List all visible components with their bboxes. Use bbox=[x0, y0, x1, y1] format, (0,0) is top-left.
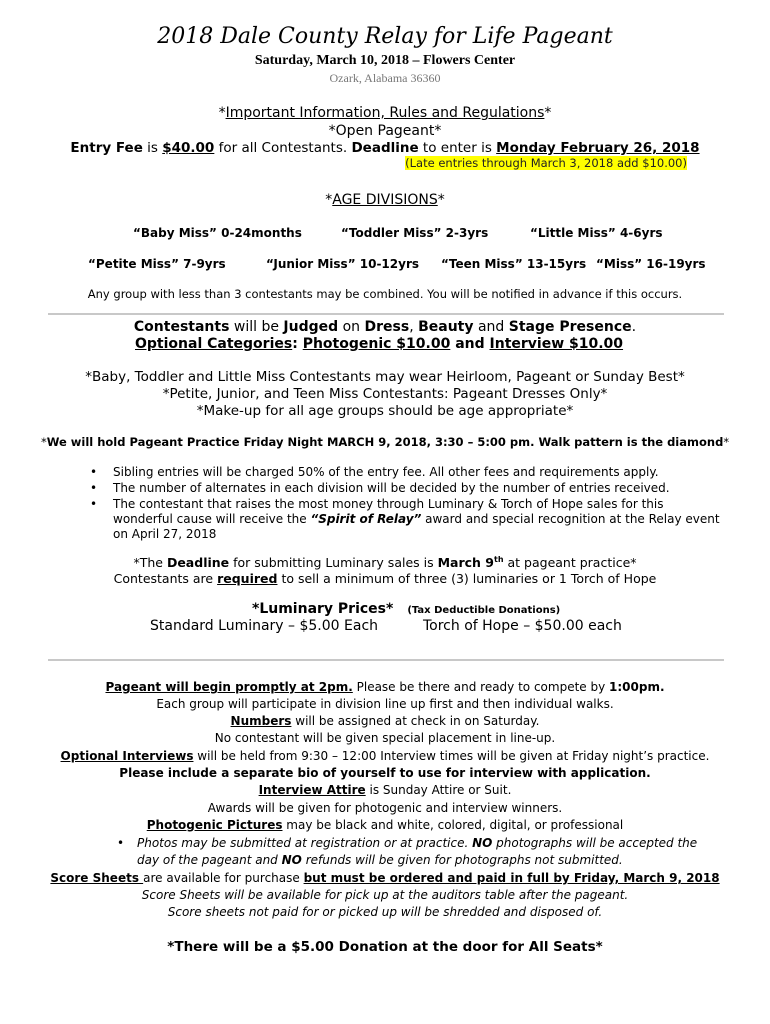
torch-of-hope-price: Torch of Hope – $50.00 each bbox=[423, 618, 622, 634]
optional-categories-line bbox=[135, 336, 623, 352]
interview-attire-label: Interview Attire bbox=[258, 783, 366, 797]
begin-text: Please be there and ready to compete by bbox=[352, 680, 610, 694]
luminary-prices-heading bbox=[252, 601, 560, 617]
photo-no-2: NO bbox=[281, 853, 302, 867]
req-required: required bbox=[217, 571, 278, 586]
event-date-venue: Saturday, March 10, 2018 – Flowers Center bbox=[254, 53, 516, 68]
rules-heading: *Important Information, Rules and Regulations* bbox=[218, 105, 552, 121]
judging-line bbox=[0, 319, 770, 335]
lum-deadline: Deadline bbox=[166, 555, 230, 571]
bullet-spirit-line-1: The contestant that raises the most money through Luminary & Torch of Hope sales for this bbox=[113, 497, 664, 511]
photo-submission-line-1 bbox=[137, 836, 697, 850]
bullet-spirit-line-3: on April 27, 2018 bbox=[113, 527, 217, 541]
deadline-date: Monday February 26, 2018 bbox=[496, 140, 700, 156]
practice-star: * bbox=[40, 435, 47, 449]
spirit-of-relay: “Spirit of Relay” bbox=[310, 512, 422, 526]
score-sheets-disposal: Score sheets not paid for or picked up will be shredded and disposed of. bbox=[167, 905, 603, 919]
entry-fee-line bbox=[0, 140, 770, 156]
bullet-sibling: Sibling entries will be charged 50% of the entry fee. All other fees and requirements apply. bbox=[113, 465, 659, 479]
optional-and: and bbox=[450, 336, 490, 352]
optional-interview: Interview $10.00 bbox=[489, 336, 624, 352]
bio-line: Please include a separate bio of yourself to use for interview with application. bbox=[119, 766, 651, 780]
lum-date-sup: th bbox=[494, 555, 504, 564]
interview-attire-line bbox=[0, 783, 770, 797]
standard-luminary-price: Standard Luminary – $5.00 Each bbox=[150, 618, 379, 634]
begin-time: Pageant will begin promptly at 2pm. bbox=[105, 680, 353, 694]
entry-fee-label: Entry Fee bbox=[70, 140, 143, 156]
judging-dress: Dress bbox=[364, 319, 410, 335]
begin-line bbox=[0, 680, 770, 694]
score-sheets-deadline: but must be ordered and paid in full by Friday, March 9, 2018 bbox=[303, 871, 720, 885]
photo-submission-line-2 bbox=[137, 853, 623, 867]
placement-line: No contestant will be given special placement in line-up. bbox=[214, 731, 556, 745]
lum-text-c: for submitting Luminary sales is bbox=[229, 555, 438, 571]
lum-text-a: *The bbox=[133, 555, 167, 571]
judging-contestants: Contestants bbox=[133, 319, 230, 335]
practice-line bbox=[0, 435, 770, 449]
division-teen-miss: “Teen Miss” 13-15yrs bbox=[441, 257, 587, 271]
judging-period: . bbox=[631, 319, 637, 335]
deadline-label: Deadline bbox=[351, 140, 419, 156]
attire-line-1: *Baby, Toddler and Little Miss Contestants may wear Heirloom, Pageant or Sunday Best* bbox=[85, 369, 685, 385]
entry-fee-text-2: for all Contestants. bbox=[214, 140, 352, 156]
score-sheets-text: are available for purchase bbox=[143, 871, 304, 885]
division-baby-miss: “Baby Miss” 0-24months bbox=[133, 226, 302, 240]
bullet-alternates: The number of alternates in each division will be decided by the number of entries received. bbox=[113, 481, 670, 495]
req-text-a: Contestants are bbox=[113, 571, 218, 586]
req-text-c: to sell a minimum of three (3) luminaries or 1 Torch of Hope bbox=[277, 571, 657, 586]
photo-no-1: NO bbox=[472, 836, 493, 850]
photo-text-a: Photos may be submitted at registration or at practice. bbox=[137, 836, 473, 850]
bullet-icon: • bbox=[90, 481, 98, 495]
divider bbox=[48, 313, 724, 315]
entry-fee-text: is bbox=[142, 140, 163, 156]
numbers-line bbox=[0, 714, 770, 728]
door-donation: *There will be a $5.00 Donation at the door for All Seats* bbox=[167, 939, 603, 955]
bullet-icon: • bbox=[90, 497, 98, 511]
judging-judged: Judged bbox=[283, 319, 339, 335]
bullet-spirit-line-2 bbox=[113, 512, 720, 526]
spirit-text-c: award and special recognition at the Relay event bbox=[421, 512, 720, 526]
open-pageant: *Open Pageant* bbox=[328, 123, 442, 139]
lum-date: March 9 bbox=[437, 555, 494, 571]
photogenic-label: Photogenic Pictures bbox=[146, 818, 283, 832]
numbers-text: will be assigned at check in on Saturday. bbox=[291, 714, 540, 728]
optional-colon: : bbox=[292, 336, 303, 352]
event-location: Ozark, Alabama 36360 bbox=[329, 71, 441, 85]
judging-on: on bbox=[338, 319, 365, 335]
combine-note: Any group with less than 3 contestants may be combined. You will be notified in advance if this occurs. bbox=[87, 287, 683, 301]
age-divisions-heading-text: AGE DIVISIONS bbox=[332, 192, 438, 208]
interviews-line bbox=[0, 749, 770, 763]
entry-fee-amount: $40.00 bbox=[162, 140, 215, 156]
optional-photogenic: Photogenic $10.00 bbox=[302, 336, 451, 352]
bullet-icon: • bbox=[117, 836, 125, 850]
deadline-text: to enter is bbox=[418, 140, 497, 156]
score-sheets-label: Score Sheets bbox=[50, 871, 144, 885]
photogenic-text: may be black and white, colored, digital, or professional bbox=[282, 818, 624, 832]
luminary-requirement-line bbox=[0, 571, 770, 586]
practice-star-end: * bbox=[723, 435, 730, 449]
judging-stage-presence: Stage Presence bbox=[508, 319, 632, 335]
luminary-deadline-line bbox=[0, 555, 770, 570]
interview-attire-text: is Sunday Attire or Suit. bbox=[365, 783, 512, 797]
division-toddler-miss: “Toddler Miss” 2-3yrs bbox=[341, 226, 489, 240]
begin-checkin-time: 1:00pm. bbox=[609, 680, 665, 694]
prices-heading-text: *Luminary Prices* bbox=[252, 601, 394, 617]
division-junior-miss: “Junior Miss” 10-12yrs bbox=[266, 257, 420, 271]
age-divisions-heading: *AGE DIVISIONS* bbox=[325, 192, 445, 208]
spirit-text-a: wonderful cause will receive the bbox=[113, 512, 311, 526]
photogenic-line bbox=[0, 818, 770, 832]
judging-beauty: Beauty bbox=[418, 319, 474, 335]
division-lineup-line: Each group will participate in division line up first and then individual walks. bbox=[156, 697, 614, 711]
bullet-icon: • bbox=[90, 465, 98, 479]
optional-categories-label: Optional Categories bbox=[135, 336, 293, 352]
photo-text-b: photographs will be accepted the bbox=[492, 836, 698, 850]
attire-line-3: *Make-up for all age groups should be age appropriate* bbox=[196, 403, 574, 419]
divider bbox=[48, 659, 724, 661]
attire-line-2: *Petite, Junior, and Teen Miss Contestants: Pageant Dresses Only* bbox=[162, 386, 608, 402]
division-miss: “Miss” 16-19yrs bbox=[596, 257, 706, 271]
tax-deductible-note: (Tax Deductible Donations) bbox=[407, 605, 561, 616]
score-sheets-pickup: Score Sheets will be available for pick up at the auditors table after the pageant. bbox=[141, 888, 629, 902]
photo-text-d: refunds will be given for photographs not submitted. bbox=[301, 853, 623, 867]
judging-text: will be bbox=[229, 319, 284, 335]
judging-and: and bbox=[473, 319, 509, 335]
practice-text: We will hold Pageant Practice Friday Night MARCH 9, 2018, 3:30 – 5:00 pm. Walk pattern is the diamond bbox=[46, 435, 724, 449]
division-petite-miss: “Petite Miss” 7-9yrs bbox=[88, 257, 226, 271]
page-title: 2018 Dale County Relay for Life Pageant bbox=[157, 24, 613, 49]
division-little-miss: “Little Miss” 4-6yrs bbox=[530, 226, 663, 240]
score-sheets-line bbox=[0, 871, 770, 885]
rules-heading-text: Important Information, Rules and Regulations bbox=[225, 105, 545, 121]
lum-text-e: at pageant practice* bbox=[503, 555, 637, 571]
awards-line: Awards will be given for photogenic and interview winners. bbox=[207, 801, 563, 815]
interviews-text: will be held from 9:30 – 12:00 Interview times will be given at Friday night’s practice. bbox=[193, 749, 710, 763]
numbers-label: Numbers bbox=[230, 714, 292, 728]
photo-text-c: day of the pageant and bbox=[137, 853, 282, 867]
interviews-label: Optional Interviews bbox=[60, 749, 194, 763]
late-entries-note: (Late entries through March 3, 2018 add $10.00) bbox=[405, 156, 687, 170]
judging-comma: , bbox=[409, 319, 419, 335]
